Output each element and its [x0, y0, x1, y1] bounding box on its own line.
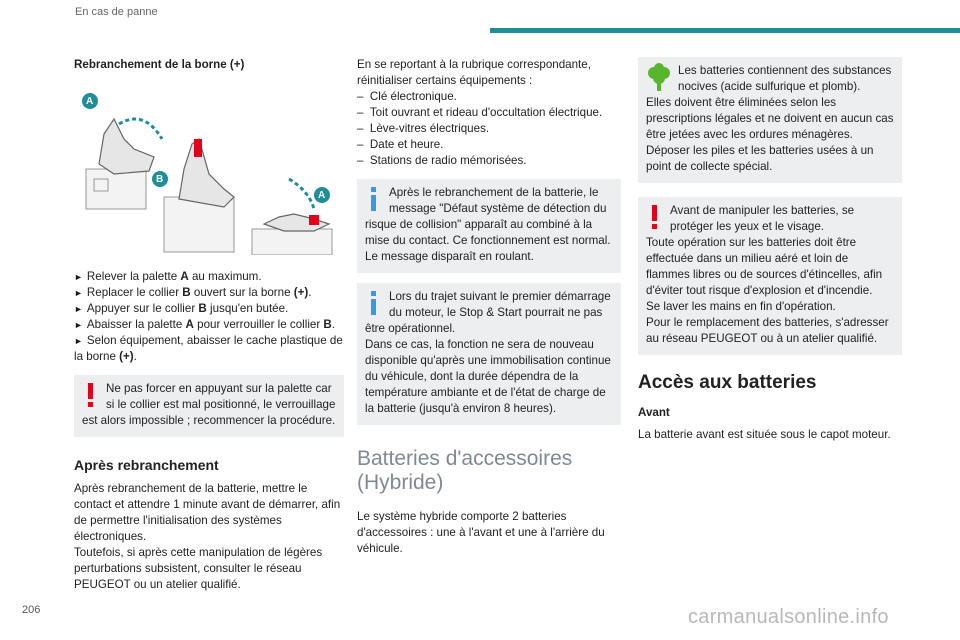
- header-accent-bar: [490, 28, 960, 33]
- bullet-arrow-icon: ►: [74, 336, 83, 346]
- label-a-2: A: [318, 190, 326, 201]
- info-text-1: Après le rebranchement de la batterie, le message "Défaut système de détection du risque de collision" apparaît au combiné à la mise du contact. Ce fonctionnement est normal. Le message disparaît en roulant.: [365, 186, 611, 263]
- info-box-1: [357, 179, 621, 273]
- column-2: [357, 57, 621, 557]
- warning2-text-3: Se laver les mains en fin d'opération.: [646, 300, 836, 313]
- reset-intro: En se reportant à la rubrique correspondante, réinitialiser certains équipements :: [357, 58, 591, 87]
- reset-item-4: – Date et heure.: [357, 138, 444, 151]
- label-b: B: [156, 174, 164, 185]
- warning-text: Ne pas forcer en appuyant sur la palette car si le collier est mal positionné, le verrouillage est alors impossible ; recommencer la procédure.: [82, 382, 336, 427]
- warning-box-2: [638, 197, 902, 355]
- front-title: Avant: [638, 406, 670, 419]
- bullet-arrow-icon: ►: [74, 304, 83, 314]
- header-section-title: En cas de panne: [75, 6, 158, 18]
- after-paragraph-1: Après rebranchement de la batterie, mettre le contact et attendre 1 minute avant de démarrer, afin de permettre l'initialisation des systèmes électroniques.: [74, 482, 341, 543]
- info-text-2b: Dans ce cas, la fonction ne sera de nouveau disponible qu'après une immobilisation continue du véhicule, dont la durée dépendra de la température ambiante et de l'état de charge de la batterie (jusqu'à environ 8 heures).: [365, 338, 611, 415]
- reset-item-2: – Toit ouvrant et rideau d'occultation électrique.: [357, 106, 603, 119]
- warning2-text-4: Pour le remplacement des batteries, s'adresser au réseau PEUGEOT ou à un atelier qualifié.: [646, 316, 889, 345]
- column-3: [638, 57, 902, 443]
- info-box-2: [357, 283, 621, 425]
- steps-list: [74, 269, 344, 365]
- eco-text-3: Déposer les piles et les batteries usées à un point de collecte spécial.: [646, 144, 874, 173]
- step-4: ► Abaisser la palette A pour verrouiller le collier B.: [74, 318, 336, 331]
- battery-access-title: Accès aux batteries: [638, 372, 817, 393]
- front-text: La batterie avant est située sous le capot moteur.: [638, 428, 891, 441]
- info-icon: [365, 289, 383, 317]
- eco-text-2: Elles doivent être éliminées selon les prescriptions légales et ne doivent en aucun cas être jetées avec les ordures ménagères.: [646, 96, 894, 141]
- label-a-1: A: [86, 96, 94, 107]
- bullet-arrow-icon: ►: [74, 272, 83, 282]
- exclamation-warning-icon: [646, 203, 664, 231]
- after-reconnect-title: Après rebranchement: [74, 457, 219, 473]
- step-1: ► Relever la palette A au maximum.: [74, 270, 262, 283]
- warning2-text-2: Toute opération sur les batteries doit être effectuée dans un milieu aéré et loin de flammes libres ou de sources d'étincelles, afin d'éviter tout risque d'explosion et d'incendie.: [646, 236, 883, 297]
- tree-eco-icon: [646, 63, 672, 91]
- battery-clamp-icon: [74, 79, 344, 255]
- bullet-arrow-icon: ►: [74, 320, 83, 330]
- reset-item-1: – Clé électronique.: [357, 90, 457, 103]
- warning2-text-1: Avant de manipuler les batteries, se protéger les yeux et le visage.: [670, 204, 855, 233]
- step-5: ► Selon équipement, abaisser le cache plastique de la borne (+).: [74, 334, 343, 363]
- watermark: carmanualsonline.info: [688, 606, 889, 628]
- reset-item-5: – Stations de radio mémorisées.: [357, 154, 527, 167]
- step-2: ► Replacer le collier B ouvert sur la borne (+).: [74, 286, 312, 299]
- accessory-batteries-title: Batteries d'accessoires (Hybride): [357, 447, 573, 494]
- column-1: [74, 57, 344, 593]
- eco-box: [638, 57, 902, 183]
- info-icon: [365, 185, 383, 213]
- page-number: 206: [22, 604, 41, 616]
- reconnect-title: Rebranchement de la borne (+): [74, 58, 245, 71]
- info-text-2a: Lors du trajet suivant le premier démarrage du moteur, le Stop & Start pourrait ne pas être opérationnel.: [365, 290, 611, 335]
- step-3: ► Appuyer sur le collier B jusqu'en butée.: [74, 302, 289, 315]
- eco-text-1: Les batteries contiennent des substances nocives (acide sulfurique et plomb).: [678, 64, 892, 93]
- bullet-arrow-icon: ►: [74, 288, 83, 298]
- warning-box: [74, 375, 344, 437]
- after-paragraph-2: Toutefois, si après cette manipulation de légères perturbations subsistent, consulter le réseau PEUGEOT ou un atelier qualifié.: [74, 546, 323, 591]
- reset-item-3: – Lève-vitres électriques.: [357, 122, 490, 135]
- accessory-batteries-text: Le système hybride comporte 2 batteries d'accessoires : une à l'avant et une à l'arrière du véhicule.: [357, 510, 605, 555]
- exclamation-warning-icon: [82, 381, 100, 409]
- battery-clamp-illustration: [74, 79, 344, 255]
